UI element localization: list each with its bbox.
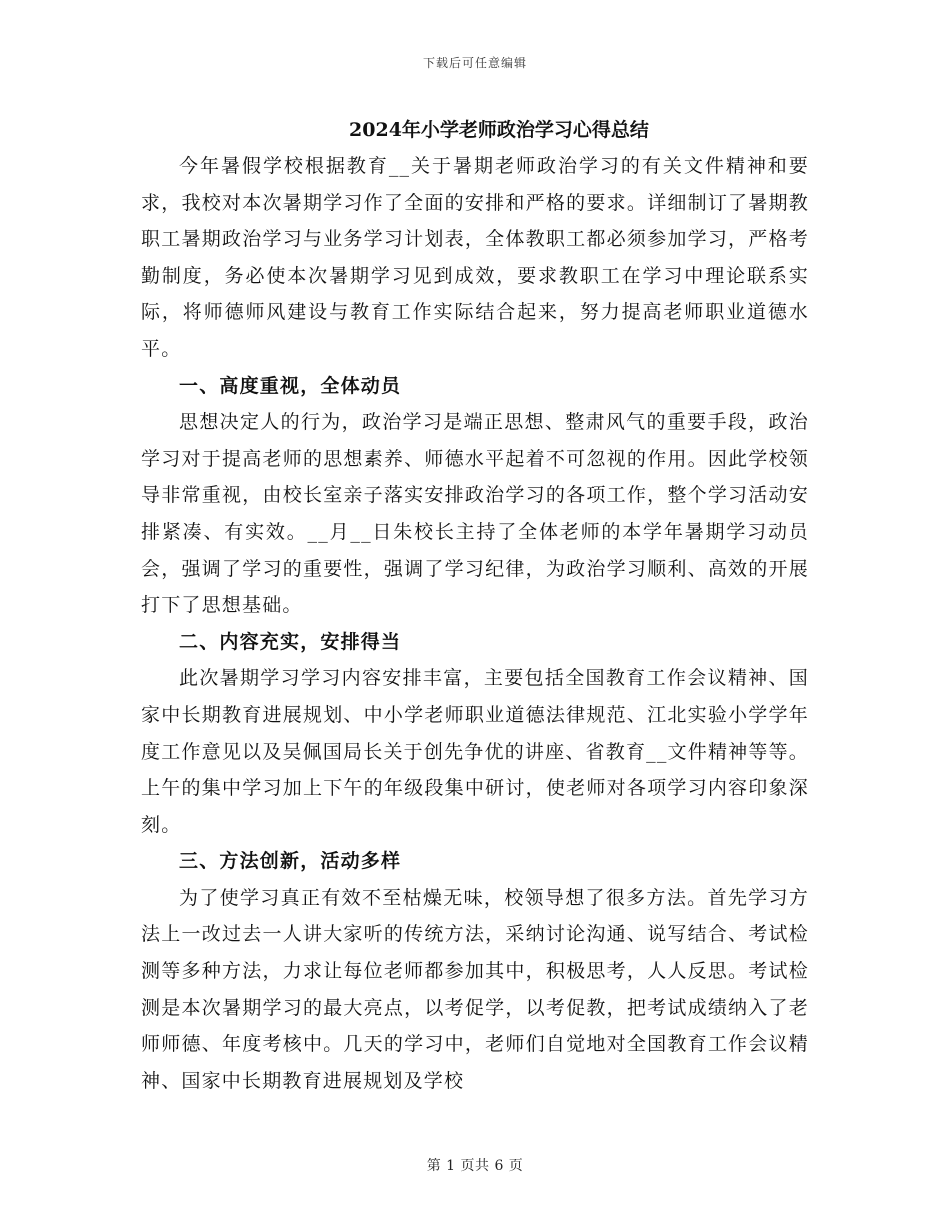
- section-body-1: 思想决定人的行为，政治学习是端正思想、整肃风气的重要手段，政治学习对于提高老师的思想素养、师德水平起着不可忽视的作用。因此学校领导非常重视，由校长室亲子落实安排政治学习的各项工作，整个学习活动安排紧凑、有实效。__月__日朱校长主持了全体老师的本学年暑期学习动员会，强调了学习的重要性，强调了学习纪律，为政治学习顺利、高效的开展打下了思想基础。: [141, 411, 809, 617]
- section-heading-1: 一、高度重视，全体动员: [179, 374, 402, 397]
- page-number: 第 1 页共 6 页: [426, 1158, 524, 1174]
- section-heading-2: 二、内容充实，安排得当: [179, 630, 402, 653]
- intro-paragraph: 今年暑假学校根据教育__关于暑期老师政治学习的有关文件精神和要求，我校对本次暑期学习作了全面的安排和严格的要求。详细制订了暑期教职工暑期政治学习与业务学习计划表，全体教职工都必须参加学习，严格考勤制度，务必使本次暑期学习见到成效，要求教职工在学习中理论联系实际，将师德师风建设与教育工作实际结合起来，努力提高老师职业道德水平。: [141, 155, 809, 360]
- section-heading-3: 三、方法创新，活动多样: [179, 850, 402, 873]
- document-body: [141, 112, 809, 1099]
- header-note: 下载后可任意编辑: [422, 56, 527, 70]
- section-body-3: 为了使学习真正有效不至枯燥无味，校领导想了很多方法。首先学习方法上一改过去一人讲大家听的传统方法，采纳讨论沟通、说写结合、考试检测等多种方法，力求让每位老师都参加其中，积极思考，人人反思。考试检测是本次暑期学习的最大亮点，以考促学，以考促教，把考试成绩纳入了老师师德、年度考核中。几天的学习中，老师们自觉地对全国教育工作会议精神、国家中长期教育进展规划及学校: [141, 886, 809, 1092]
- section-body-2: 此次暑期学习学习内容安排丰富，主要包括全国教育工作会议精神、国家中长期教育进展规划、中小学老师职业道德法律规范、江北实验小学学年度工作意见以及吴佩国局长关于创先争优的讲座、省教育__文件精神等等。上午的集中学习加上下午的年级段集中研讨，使老师对各项学习内容印象深刻。: [141, 667, 809, 836]
- document-title: 2024年小学老师政治学习心得总结: [349, 119, 649, 141]
